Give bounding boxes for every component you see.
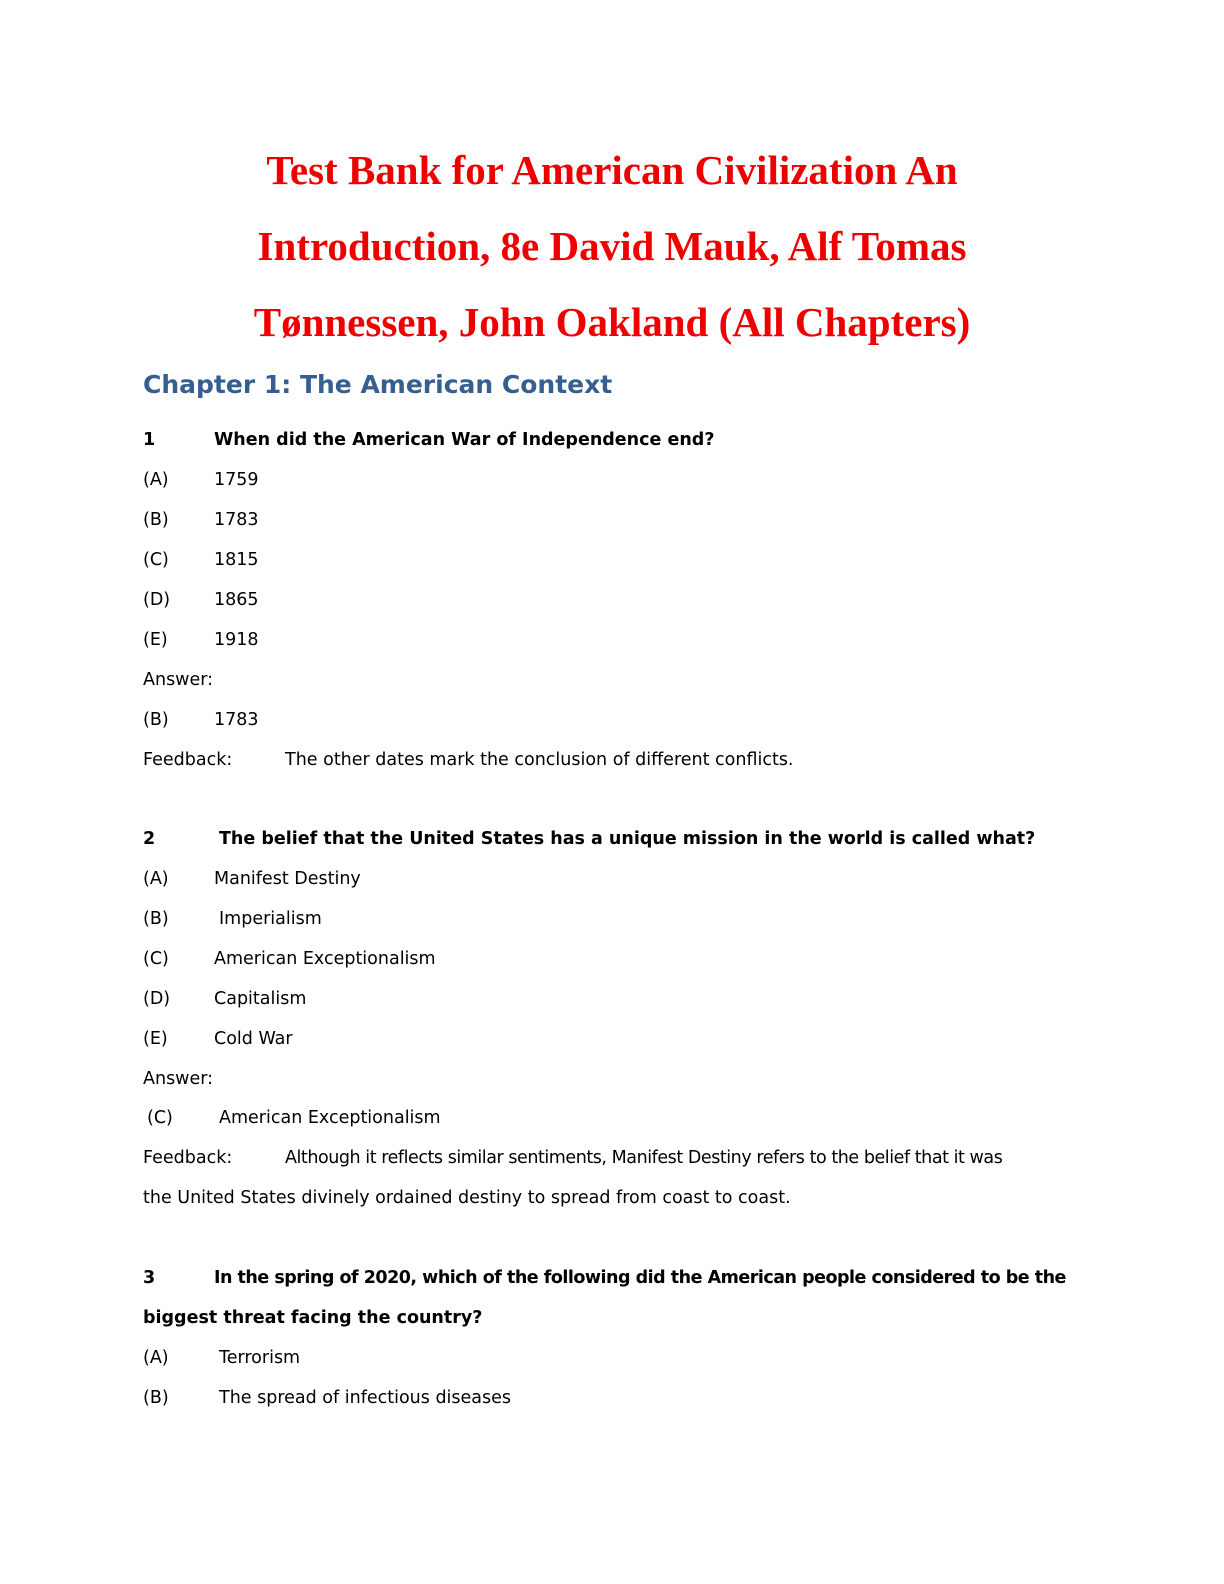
question-text: The belief that the United States has a unique mission in the world is called what? (219, 829, 1036, 849)
feedback-label: Feedback: (143, 1148, 233, 1168)
chapter-heading: Chapter 1: The American Context (143, 370, 613, 399)
option-label: (C) (143, 949, 169, 969)
feedback-text: The other dates mark the conclusion of different conflicts. (285, 750, 794, 770)
option-label: (C) (143, 550, 169, 570)
answer-label: Answer: (143, 1069, 214, 1089)
option-label: (B) (143, 510, 169, 530)
option-label: (E) (143, 1029, 168, 1049)
option-text: 1759 (214, 470, 259, 490)
option-text: 1918 (214, 630, 259, 650)
feedback-text: Although it reflects similar sentiments, Manifest Destiny refers to the belief that it was (285, 1148, 1003, 1168)
option-text: American Exceptionalism (214, 949, 436, 969)
option-label: (A) (143, 869, 169, 889)
option-label: (D) (143, 590, 171, 610)
option-label: (B) (143, 909, 169, 929)
question-number: 3 (143, 1268, 156, 1288)
option-label: (B) (143, 1388, 169, 1408)
option-label: (A) (143, 1348, 169, 1368)
answer-option-label: (B) (143, 710, 169, 730)
document-title-line-1: Test Bank for American Civilization An (266, 147, 958, 193)
option-text: 1865 (214, 590, 259, 610)
question-number: 2 (143, 829, 156, 849)
answer-option-text: 1783 (214, 710, 259, 730)
answer-option-text: American Exceptionalism (219, 1108, 441, 1128)
option-label: (D) (143, 989, 171, 1009)
option-text: The spread of infectious diseases (219, 1388, 512, 1408)
option-text: 1815 (214, 550, 259, 570)
question-text: In the spring of 2020, which of the following did the American people considered to be the (214, 1268, 1066, 1288)
option-text: Imperialism (219, 909, 322, 929)
option-label: (A) (143, 470, 169, 490)
option-text: Terrorism (219, 1348, 301, 1368)
question-number: 1 (143, 430, 156, 450)
option-text: Manifest Destiny (214, 869, 361, 889)
option-text: Capitalism (214, 989, 307, 1009)
option-text: 1783 (214, 510, 259, 530)
option-label: (E) (143, 630, 168, 650)
question-3-continued: biggest threat facing the country? (143, 1308, 483, 1328)
question-text: When did the American War of Independence end? (214, 430, 715, 450)
option-text: Cold War (214, 1029, 293, 1049)
document-title-line-3: Tønnessen, John Oakland (All Chapters) (253, 299, 971, 345)
answer-option-label: (C) (147, 1108, 173, 1128)
document-title-line-2: Introduction, 8e David Mauk, Alf Tomas (257, 223, 967, 269)
feedback-label: Feedback: (143, 750, 233, 770)
feedback-continued: the United States divinely ordained destiny to spread from coast to coast. (143, 1188, 791, 1208)
answer-label: Answer: (143, 670, 214, 690)
